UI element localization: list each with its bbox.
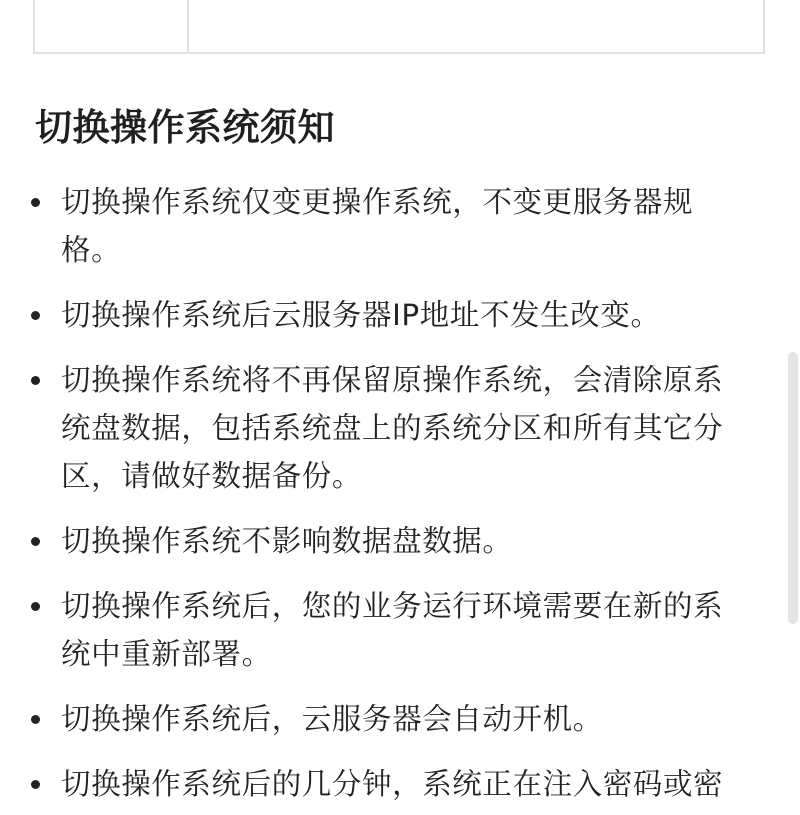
list-item-text: 切换操作系统后云服务器IP地址不发生改变。 — [61, 298, 661, 332]
list-item — [0, 760, 800, 808]
list-item-text: 切换操作系统将不再保留原操作系统，会清除原系统盘数据，包括系统盘上的系统分区和所有其它分区，请做好数据备份。 — [61, 363, 724, 493]
list-item — [0, 291, 800, 339]
bullet-icon — [31, 537, 40, 546]
bullet-icon — [31, 780, 40, 789]
list-item-text: 切换操作系统仅变更操作系统，不变更服务器规格。 — [61, 185, 694, 267]
bullet-icon — [31, 311, 40, 320]
list-item-text: 切换操作系统不影响数据盘数据。 — [61, 524, 513, 558]
table-fragment — [33, 0, 765, 54]
scrollbar-thumb[interactable] — [788, 352, 798, 624]
table-column-divider — [187, 0, 189, 52]
list-item — [0, 695, 800, 743]
list-item-text: 切换操作系统后，云服务器会自动开机。 — [61, 702, 603, 736]
bullet-icon — [31, 198, 40, 207]
list-item — [0, 517, 800, 565]
notice-list — [0, 178, 800, 815]
list-item — [0, 582, 800, 678]
bullet-icon — [31, 602, 40, 611]
list-item — [0, 356, 800, 500]
list-item-text: 切换操作系统后，您的业务运行环境需要在新的系统中重新部署。 — [61, 589, 724, 671]
section-title: 切换操作系统须知 — [35, 106, 335, 149]
list-item — [0, 178, 800, 274]
bullet-icon — [31, 715, 40, 724]
list-item-text: 切换操作系统后的几分钟，系统正在注入密码或密 — [61, 767, 724, 801]
bullet-icon — [31, 376, 40, 385]
